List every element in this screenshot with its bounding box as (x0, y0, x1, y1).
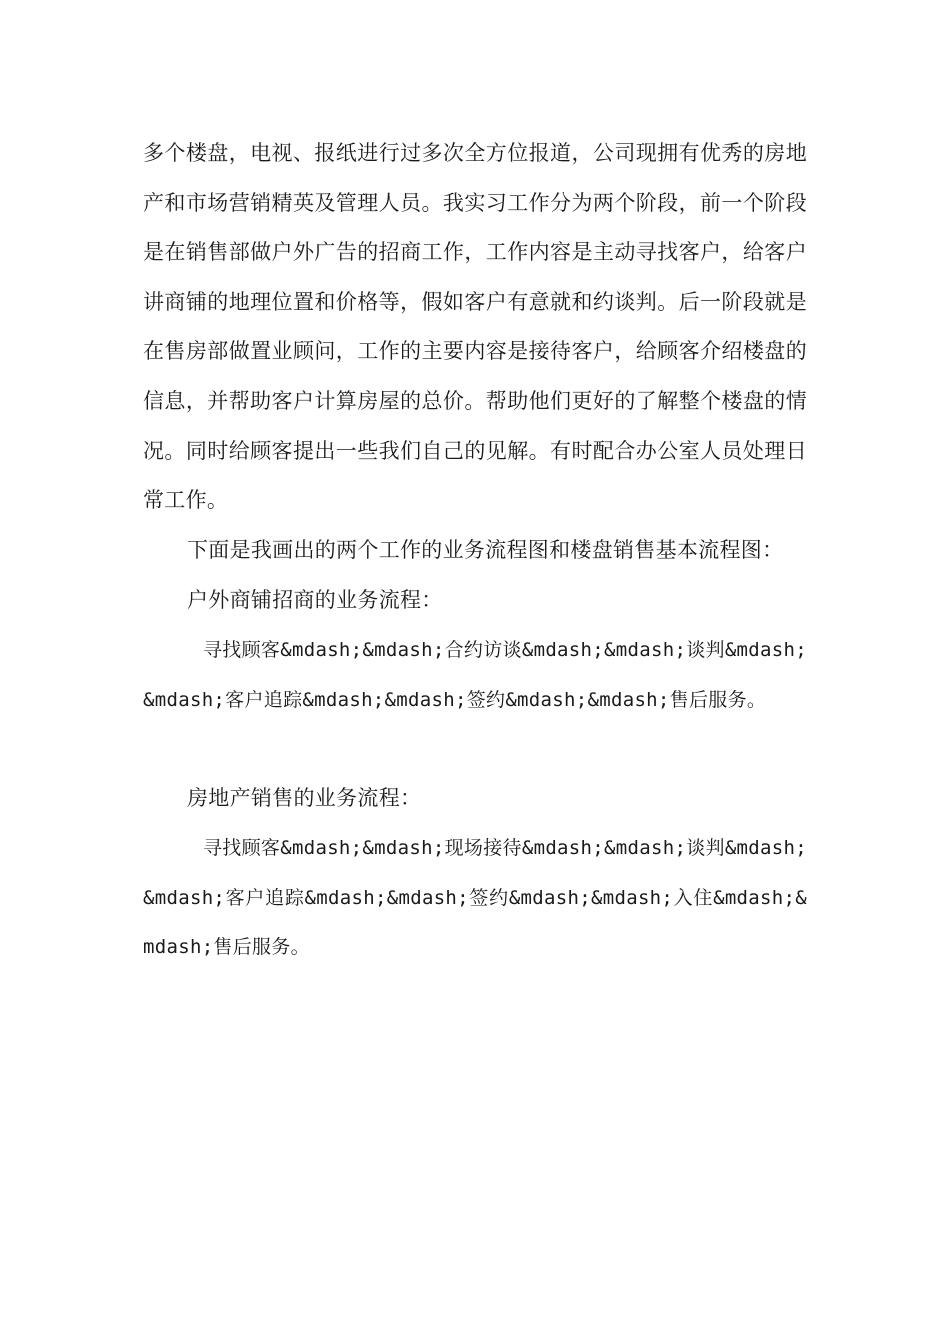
flowchart-intro-paragraph: 下面是我画出的两个工作的业务流程图和楼盘销售基本流程图： (187, 538, 784, 562)
outdoor-leasing-flow: 寻找顾客&mdash;&mdash;合约访谈&mdash;&mdash;谈判&mdash;&mdash;客户追踪&mdash;&mdash;签约&mdash;&mdash;售后服务。 (143, 639, 807, 711)
real-estate-sales-flow: 寻找顾客&mdash;&mdash;现场接待&mdash;&mdash;谈判&mdash;&mdash;客户追踪&mdash;&mdash;签约&mdash;&mdash;入住&mdash;&mdash;售后服务。 (143, 837, 807, 959)
intro-paragraph: 多个楼盘，电视、报纸进行过多次全方位报道，公司现拥有优秀的房地产和市场营销精英及管理人员。我实习工作分为两个阶段，前一个阶段是在销售部做户外广告的招商工作，工作内容是主动寻找客户，给客户讲商铺的地理位置和价格等，假如客户有意就和约谈判。后一阶段就是在售房部做置业顾问，工作的主要内容是接待客户，给顾客介绍楼盘的信息，并帮助客户计算房屋的总价。帮助他们更好的了解整个楼盘的情况。同时给顾客提出一些我们自己的见解。有时配合办公室人员处理日常工作。 (143, 141, 807, 513)
real-estate-sales-heading: 房地产销售的业务流程： (187, 786, 422, 810)
outdoor-leasing-heading: 户外商铺招商的业务流程： (187, 588, 443, 612)
